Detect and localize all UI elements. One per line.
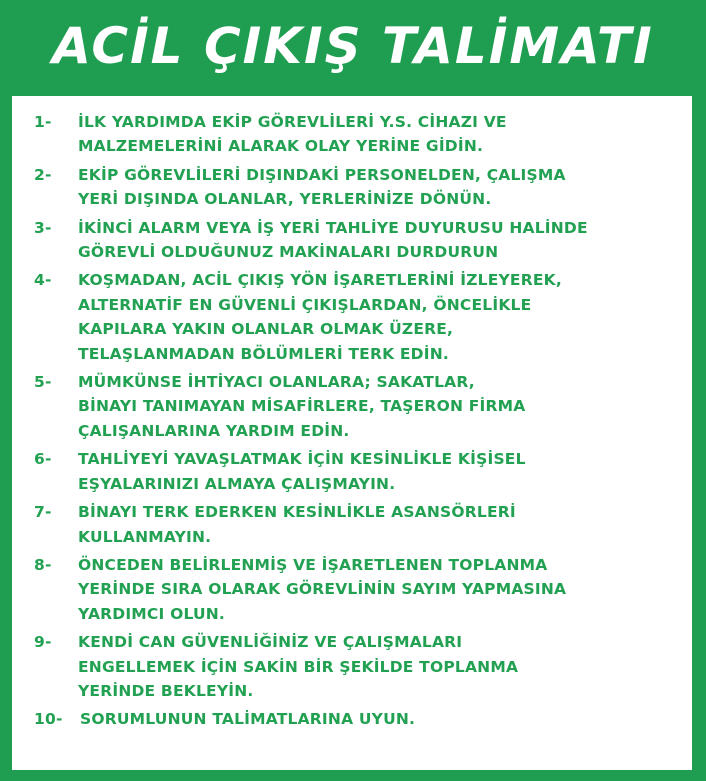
- item-text: [78, 110, 682, 159]
- instruction-item-8: [34, 553, 682, 626]
- instruction-item-5: [34, 370, 682, 443]
- item-text: [78, 216, 682, 265]
- item-number: 10-: [34, 710, 63, 729]
- item-line: YERİNDE SIRA OLARAK GÖREVLİNİN SAYIM YAPMASINA: [78, 580, 567, 599]
- item-text: [78, 630, 682, 703]
- item-text: [78, 500, 682, 549]
- item-line: ALTERNATİF EN GÜVENLİ ÇIKIŞLARDAN, ÖNCELİKLE: [78, 295, 532, 314]
- item-line: İKİNCİ ALARM VEYA İŞ YERİ TAHLİYE DUYURUSU HALİNDE: [78, 218, 588, 237]
- item-text: [78, 370, 682, 443]
- item-line: BİNAYI TERK EDERKEN KESİNLİKLE ASANSÖRLERİ: [78, 503, 516, 522]
- item-line: MALZEMELERİNİ ALARAK OLAY YERİNE GİDİN.: [78, 137, 484, 156]
- item-text: [78, 163, 682, 212]
- item-line: TELAŞLANMADAN BÖLÜMLERİ TERK EDİN.: [78, 344, 449, 363]
- item-line: İLK YARDIMDA EKİP GÖREVLİLERİ Y.S. CİHAZI VE: [78, 113, 507, 131]
- item-line: YERİ DIŞINDA OLANLAR, YERLERİNİZE DÖNÜN.: [78, 190, 492, 209]
- item-line: GÖREVLİ OLDUĞUNUZ MAKİNALARI DURDURUN: [78, 243, 499, 262]
- item-number: 3-: [34, 218, 52, 237]
- item-line: KAPILARA YAKIN OLANLAR OLMAK ÜZERE,: [78, 320, 454, 339]
- item-number: 4-: [34, 271, 52, 290]
- item-text: [80, 707, 682, 731]
- sign-title: ACİL ÇIKIŞ TALİMATI: [52, 17, 654, 75]
- item-number: 1-: [34, 113, 52, 131]
- instructions-list: [34, 110, 682, 732]
- item-number: 6-: [34, 450, 52, 469]
- item-line: EŞYALARINIZI ALMAYA ÇALIŞMAYIN.: [78, 474, 396, 493]
- item-line: KULLANMAYIN.: [78, 527, 212, 546]
- item-line: KENDİ CAN GÜVENLİĞİNİZ VE ÇALIŞMALARI: [78, 633, 463, 652]
- item-line: ENGELLEMEK İÇİN SAKİN BİR ŞEKİLDE TOPLANMA: [78, 657, 519, 676]
- instruction-item-9: [34, 630, 682, 703]
- instruction-item-4: [34, 268, 682, 366]
- item-number: 2-: [34, 165, 52, 184]
- item-line: YARDIMCI OLUN.: [78, 604, 226, 623]
- item-number: 9-: [34, 633, 52, 652]
- item-text: [78, 553, 682, 626]
- item-line: ÇALIŞANLARINA YARDIM EDİN.: [78, 421, 350, 440]
- item-number: 8-: [34, 555, 52, 574]
- instructions-panel: [12, 96, 692, 770]
- item-line: EKİP GÖREVLİLERİ DIŞINDAKİ PERSONELDEN, ÇALIŞMA: [78, 165, 566, 184]
- item-line: ÖNCEDEN BELİRLENMİŞ VE İŞARETLENEN TOPLANMA: [78, 555, 548, 574]
- item-number: 7-: [34, 503, 52, 522]
- item-line: YERİNDE BEKLEYİN.: [78, 681, 254, 700]
- instruction-item-7: [34, 500, 682, 549]
- instruction-item-1: [34, 110, 682, 159]
- instruction-item-6: [34, 447, 682, 496]
- item-text: [78, 268, 682, 366]
- item-line: MÜMKÜNSE İHTİYACI OLANLARA; SAKATLAR,: [78, 373, 475, 392]
- item-line: KOŞMADAN, ACİL ÇIKIŞ YÖN İŞARETLERİNİ İZLEYEREK,: [78, 271, 562, 290]
- item-line: SORUMLUNUN TALİMATLARINA UYUN.: [80, 710, 416, 729]
- item-text: [78, 447, 682, 496]
- instruction-item-10: [34, 707, 682, 731]
- instruction-item-3: [34, 216, 682, 265]
- item-number: 5-: [34, 373, 52, 392]
- instruction-item-2: [34, 163, 682, 212]
- item-line: TAHLİYEYİ YAVAŞLATMAK İÇİN KESİNLİKLE KİŞİSEL: [78, 450, 526, 469]
- item-line: BİNAYI TANIMAYAN MİSAFİRLERE, TAŞERON FİRMA: [78, 397, 526, 416]
